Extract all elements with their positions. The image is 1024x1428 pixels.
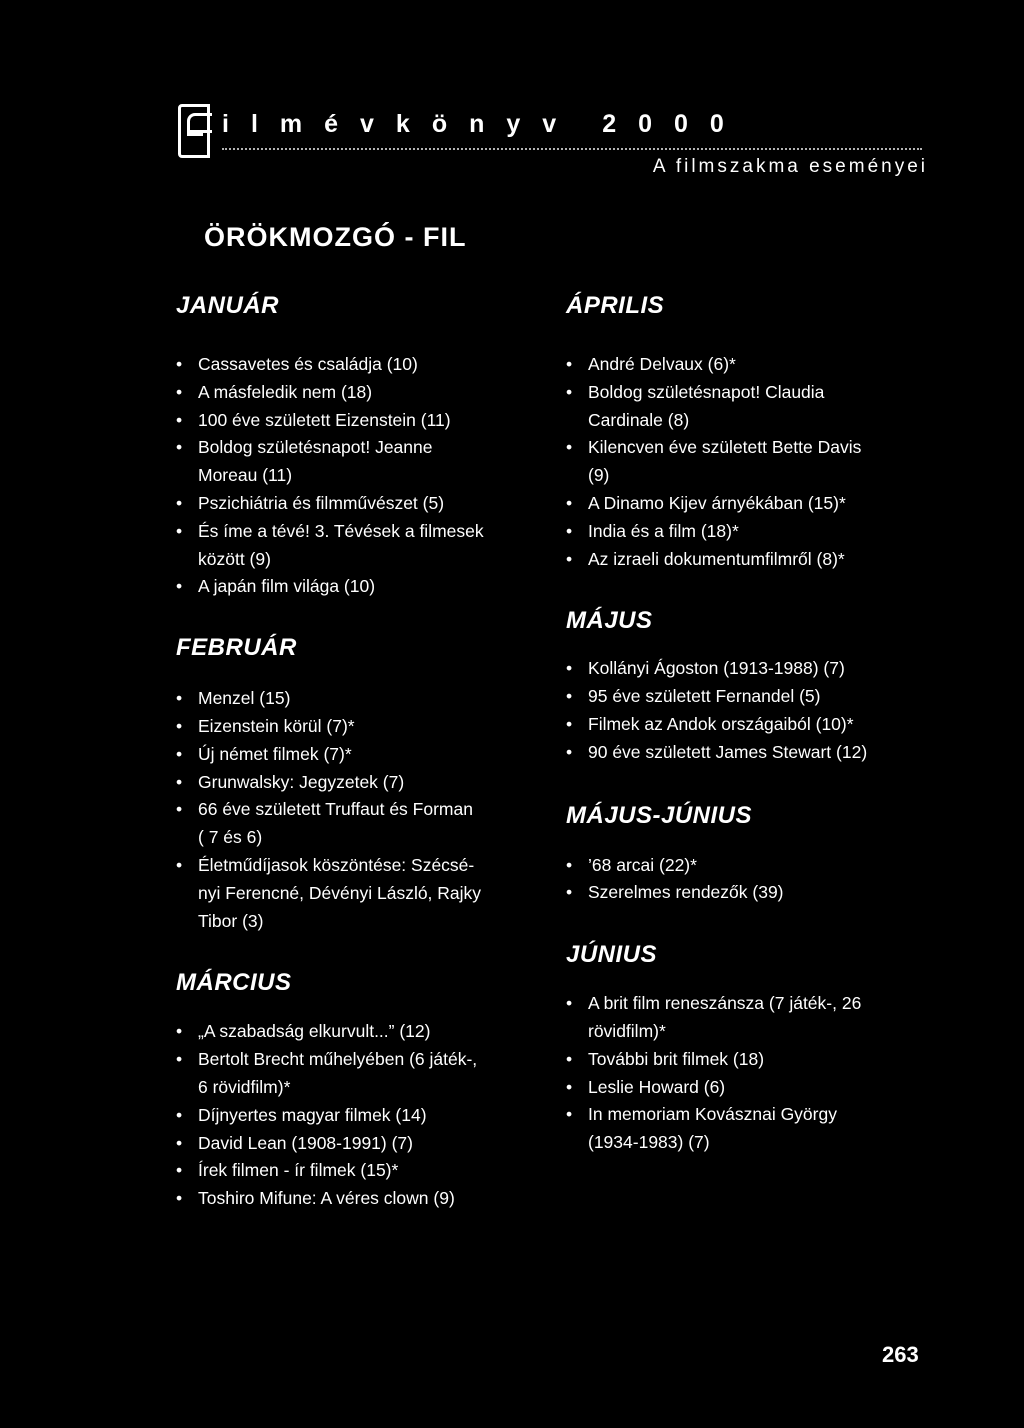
list-item <box>566 879 924 907</box>
list-item-line: rövidfilm)* <box>588 1020 666 1041</box>
list-item <box>176 1102 538 1130</box>
right-column <box>566 290 924 1157</box>
list-item-line: David Lean (1908-1991) (7) <box>198 1132 413 1153</box>
list-item-line: nyi Ferencné, Dévényi László, Rajky <box>198 882 482 903</box>
list-item-line: Bertolt Brecht műhelyében (6 játék-, <box>198 1049 478 1070</box>
list-item-line: Cassavetes és családja (10) <box>198 354 418 374</box>
list-item-line: André Delvaux (6)* <box>588 354 736 374</box>
book-subtitle: A filmszakma eseményei <box>652 156 928 177</box>
list-item <box>176 518 538 574</box>
list-item-line: ( 7 és 6) <box>198 827 263 848</box>
month-list-majus <box>566 655 924 766</box>
list-item-line: ’68 arcai (22)* <box>588 854 697 875</box>
list-item-line: (1934-1983) (7) <box>588 1132 710 1153</box>
book-title <box>222 110 746 139</box>
list-item <box>176 852 538 935</box>
book-title-word: ilmévkönyv <box>222 110 579 138</box>
list-item <box>176 1157 538 1185</box>
list-item <box>176 769 538 797</box>
list-item <box>566 518 924 546</box>
list-item-line: Boldog születésnapot! Claudia <box>588 381 825 402</box>
list-item-line: A Dinamo Kijev árnyékában (15)* <box>588 492 846 513</box>
list-item-line: Szerelmes rendezők (39) <box>588 882 784 903</box>
list-item-line: India és a film (18)* <box>588 520 739 541</box>
list-item-line: 100 éve született Eizenstein (11) <box>198 409 451 430</box>
month-heading-junius: JÚNIUS <box>566 941 658 969</box>
list-item-line: Eizenstein körül (7)* <box>198 715 355 736</box>
list-item <box>566 1046 924 1074</box>
list-item <box>566 379 924 435</box>
list-item-line: Díjnyertes magyar filmek (14) <box>198 1104 427 1125</box>
month-heading-majus: MÁJUS <box>566 607 653 635</box>
list-item-line: A brit film reneszánsza (7 játék-, 26 <box>588 993 862 1014</box>
list-item <box>176 1130 538 1158</box>
list-item-line: 6 rövidfilm)* <box>198 1076 291 1097</box>
month-heading-aprilis: ÁPRILIS <box>566 292 665 319</box>
month-heading-marcius: MÁRCIUS <box>176 969 292 997</box>
f-logo-icon <box>178 104 210 158</box>
list-item <box>176 741 538 769</box>
list-item-line: Tibor (3) <box>198 910 264 931</box>
list-item <box>176 490 538 518</box>
month-list-aprilis <box>566 351 924 573</box>
list-item-line: Menzel (15) <box>198 688 291 709</box>
list-item <box>176 1046 538 1102</box>
list-item <box>566 1074 924 1102</box>
list-item-line: között (9) <box>198 548 271 569</box>
list-item-line: Filmek az Andok országaiból (10)* <box>588 713 854 734</box>
list-item <box>566 739 924 767</box>
list-item <box>176 1185 538 1213</box>
list-item-line: In memoriam Kovásznai György <box>588 1104 837 1125</box>
list-item-line: Grunwalsky: Jegyzetek (7) <box>198 771 405 792</box>
list-item-line: Új német filmek (7)* <box>198 743 352 764</box>
month-list-februar <box>176 685 538 935</box>
list-item <box>566 490 924 518</box>
dotted-rule <box>222 144 922 150</box>
list-item <box>566 434 924 490</box>
list-item <box>176 1018 538 1046</box>
list-item-line: Cardinale (8) <box>588 409 690 430</box>
list-item-line: A japán film világa (10) <box>198 576 376 597</box>
month-list-januar <box>176 351 538 601</box>
list-item-line: További brit filmek (18) <box>588 1048 765 1069</box>
left-column <box>176 290 538 1213</box>
list-item-line: Moreau (11) <box>198 465 293 486</box>
list-item-line: Pszichiátria és filmművészet (5) <box>198 492 445 513</box>
list-item <box>176 713 538 741</box>
month-heading-majus-junius: MÁJUS-JÚNIUS <box>566 801 753 829</box>
list-item <box>176 351 538 379</box>
list-item-line: 95 éve született Fernandel (5) <box>588 686 821 707</box>
month-heading-januar: JANUÁR <box>176 292 280 319</box>
month-list-marcius <box>176 1018 538 1213</box>
list-item-line: És íme a tévé! 3. Tévések a filmesek <box>198 520 484 541</box>
list-item <box>176 796 538 852</box>
month-list-junius <box>566 990 924 1157</box>
list-item <box>566 351 924 379</box>
list-item <box>176 407 538 435</box>
list-item <box>566 1101 924 1157</box>
book-title-year: 2000 <box>602 110 746 138</box>
list-item-line: Boldog születésnapot! Jeanne <box>198 437 433 458</box>
list-item <box>176 379 538 407</box>
list-item <box>176 685 538 713</box>
list-item-line: Az izraeli dokumentumfilmről (8)* <box>588 548 845 569</box>
list-item <box>176 573 538 601</box>
list-item-line: Kilencven éve született Bette Davis <box>588 437 862 458</box>
list-item-line: „A szabadság elkurvult...” (12) <box>198 1021 431 1042</box>
month-heading-februar: FEBRUÁR <box>176 634 297 662</box>
list-item-line: Írek filmen - ír filmek (15)* <box>198 1160 399 1181</box>
list-item <box>566 852 924 880</box>
list-item <box>566 990 924 1046</box>
list-item-line: A másfeledik nem (18) <box>198 381 373 402</box>
list-item-line: 66 éve született Truffaut és Forman <box>198 799 473 820</box>
list-item <box>566 655 924 683</box>
list-item-line: (9) <box>588 465 610 486</box>
list-item-line: Kollányi Ágoston (1913-1988) (7) <box>588 658 845 679</box>
list-item-line: Toshiro Mifune: A véres clown (9) <box>198 1188 455 1209</box>
month-list-majus-junius <box>566 852 924 908</box>
list-item <box>566 683 924 711</box>
list-item-line: 90 éve született James Stewart (12) <box>588 741 868 762</box>
section-title: ÖRÖKMOZGÓ - FIL <box>204 222 467 252</box>
list-item <box>566 711 924 739</box>
list-item <box>566 546 924 574</box>
list-item <box>176 434 538 490</box>
running-header <box>178 100 928 190</box>
list-item-line: Életműdíjasok köszöntése: Szécsé- <box>198 854 475 875</box>
list-item-line: Leslie Howard (6) <box>588 1076 726 1097</box>
page-number: 263 <box>882 1342 919 1367</box>
